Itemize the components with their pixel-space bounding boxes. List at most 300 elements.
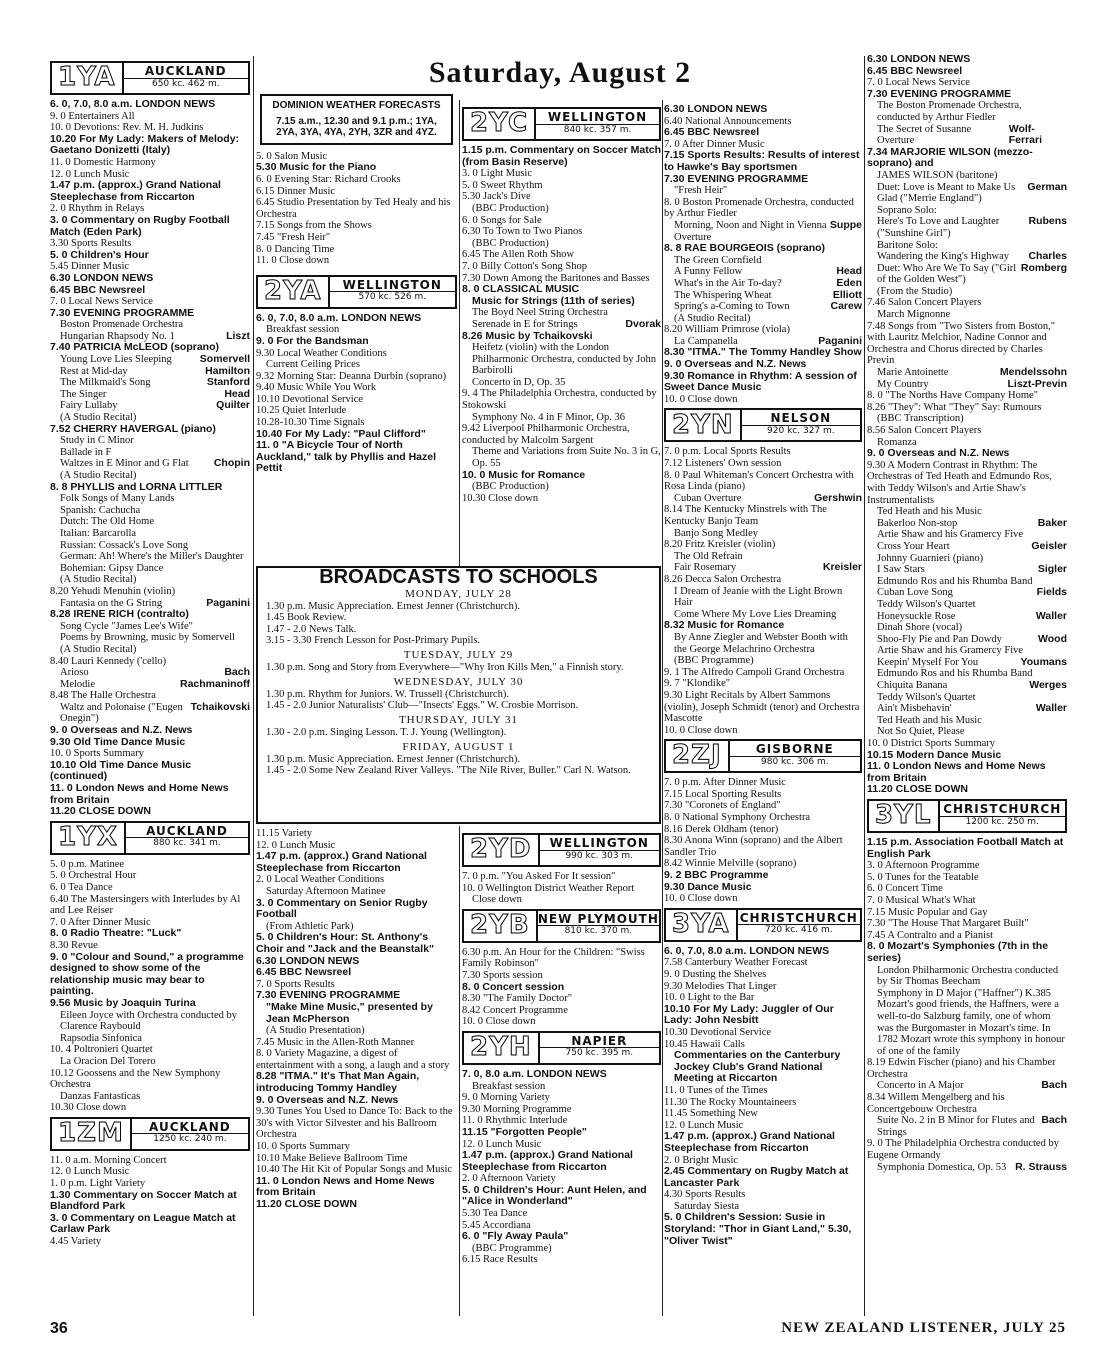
program-title: Ain't Misbehavin' (877, 703, 952, 715)
column-3-top (462, 104, 661, 564)
composer: Rubens (1028, 215, 1067, 228)
program-line: 9. 0 Morning Variety (462, 1092, 550, 1104)
program-line: Theme and Variations from Suite No. 3 in G, Op. 55 (472, 446, 661, 470)
weather-times: 7.15 a.m., 12.30 and 9.1 p.m.; 1YA, 2YA, 3YA, 4YA, 2YH, 3ZR and 4YZ. (276, 115, 437, 139)
composer: Kreisler (822, 561, 862, 574)
program-line (50, 679, 250, 691)
program-line: 4.30 Sports Results (664, 1189, 746, 1201)
program-list-3yl (867, 837, 1067, 1173)
program-line: Artie Shaw and his Gramercy Five (877, 645, 1024, 657)
program-line: Commentaries on the Canterbury Jockey Club's Grand National Meeting at Riccarton (674, 1049, 841, 1085)
program-line: Italian: Barcarolla (60, 527, 137, 539)
station-box-2zj (664, 739, 862, 773)
program-line: 7. 0 Sports Results (256, 978, 335, 990)
program-line: 9.56 Music by Joaquin Turina (50, 996, 196, 1009)
program-line: 5. 0 Children's Hour: Aunt Helen, and "Alice in Wonderland" (462, 1183, 647, 1208)
program-line: Eileen Joyce with Orchestra conducted by Clarence Raybould (60, 1009, 237, 1033)
station-callsign: 2YB (464, 911, 538, 941)
station-box-2yn (664, 408, 862, 442)
column-rule (662, 100, 663, 1316)
program-line: 5.30 Jack's Dive (462, 191, 531, 203)
program-line: 2. 0 Local Weather Conditions (256, 874, 385, 886)
program-title: Shoo-Fly Pie and Pan Dowdy (877, 633, 1002, 645)
program-line: Russian: Cossack's Love Song (60, 539, 189, 551)
station-callsign: 1ZM (52, 1119, 132, 1149)
program-line: 8.26 Music by Tchaikovski (462, 329, 593, 342)
column-4 (664, 104, 862, 1316)
program-line (867, 251, 1067, 263)
program-line: 8. 0 CLASSICAL MUSIC (462, 283, 580, 296)
composer: Sigler (1037, 563, 1067, 576)
program-line: 11.30 The Rocky Mountaineers (664, 1096, 797, 1108)
program-line: 10. 0 Sports Summary (50, 748, 144, 760)
station-city: AUCKLAND (126, 826, 248, 839)
program-line: 8.30 Anona Winn (soprano) and the Albert Sandler Trio (664, 835, 843, 858)
station-callsign: 1YX (52, 823, 126, 853)
program-line: Study in C Minor (60, 435, 134, 447)
program-line: 6.30 To Town to Two Pianos (462, 226, 583, 238)
school-day-heading: WEDNESDAY, JULY 30 (393, 676, 524, 689)
program-list-1yx (50, 859, 250, 1114)
program-line: 10.40 For My Lady: "Paul Clifford" (256, 427, 426, 440)
program-line: 6.30 LONDON NEWS (256, 954, 360, 967)
program-line: (A Studio Presentation) (266, 1025, 365, 1037)
program-line: 8.19 Edwin Fischer (piano) and his Chamber Orchestra (867, 1057, 1056, 1080)
program-line: 10.30 Close down (462, 492, 539, 504)
program-title: Chiquita Banana (877, 680, 948, 692)
program-line: 6.45 BBC Newsreel (50, 283, 146, 296)
program-line: 2. 0 Afternoon Variety (462, 1173, 556, 1185)
program-line: (A Studio Recital) (60, 643, 137, 655)
composer: Baker (1037, 516, 1067, 529)
program-line: 7. 0 After Dinner Music (664, 138, 765, 150)
program-line: 7. 0 Local News Service (50, 296, 153, 308)
program-title: Wandering the King's Highway (877, 251, 1009, 263)
program-title: Concerto in A Major (877, 1080, 964, 1092)
program-line (867, 634, 1067, 646)
composer: Charles (1028, 250, 1067, 263)
program-line: Mozart's good friends, the Haffners, were a well-to-do Salzburg family, one of whom was the Burgomaster in Mozart's time. In 1782 Mozart wrote this symphony in honour of one of the family (877, 999, 1065, 1057)
station-frequency: 720 kc. 416 m. (764, 925, 833, 936)
program-line: 6.30 p.m. An Hour for the Children: "Swiss Family Robinson" (462, 946, 645, 970)
program-list-2yh-continued (664, 104, 862, 405)
composer: Wood (1038, 632, 1067, 645)
composer: R. Strauss (1015, 1160, 1067, 1173)
station-callsign: 2YN (666, 410, 742, 440)
program-line: 7.30 EVENING PROGRAMME (867, 87, 1012, 100)
program-line (867, 124, 1067, 147)
composer: Head (836, 265, 862, 278)
program-line: London Philharmonic Orchestra conducted by Sir Thomas Beecham (877, 964, 1059, 988)
program-line: Johnny Guarnieri (piano) (877, 552, 984, 564)
program-line (664, 266, 862, 278)
program-line: Music for Strings (11th of series) (472, 294, 635, 307)
program-title: The Secret of Susanne Overture (877, 123, 972, 147)
program-line: 7. 0 p.m. "You Asked For It session" (462, 871, 616, 882)
program-line: 8.16 Derek Oldham (tenor) (664, 823, 779, 835)
program-line (867, 611, 1067, 623)
station-box-3ya (664, 908, 862, 942)
program-title: Spring's a-Coming to Town (674, 301, 790, 313)
column-rule (253, 56, 254, 1316)
program-line: 9. 0 Overseas and N.Z. News (664, 358, 807, 371)
school-day-heading: THURSDAY, JULY 31 (398, 714, 519, 727)
program-title: Here's To Love and Laughter ("Sunshine Girl") (877, 216, 1000, 239)
program-list-2yb (462, 947, 661, 1028)
program-line: 5. 0 Children's Session: Susie in Storyland: "Thor in Giant Land," 5.30, "Oliver Twist" (664, 1211, 852, 1247)
program-title: Serenade in E for Strings (472, 318, 578, 330)
composer: Waller (1035, 609, 1067, 622)
composer: German (1027, 180, 1067, 193)
station-city: GISBORNE (730, 744, 860, 757)
program-line: 9. 0 The Philadelphia Orchestra conducted by Eugene Ormandy (867, 1138, 1059, 1162)
program-line: 6.15 Race Results (462, 1254, 538, 1266)
program-line: (BBC Production) (472, 202, 549, 214)
program-line: 7.45 "Fresh Heir" (256, 231, 331, 243)
program-line (50, 702, 250, 725)
program-line (664, 301, 862, 313)
program-line: 10.25 Quiet Interlude (256, 405, 347, 417)
program-line: Soprano Solo: (877, 204, 937, 216)
program-line: 5. 0 Orchestral Hour (50, 870, 137, 882)
program-line: 6.30 LONDON NEWS (50, 271, 154, 284)
station-box-1yx (50, 821, 250, 855)
station-frequency: 980 kc. 306 m. (761, 756, 829, 767)
program-line: 7.12 Listeners' Own session (664, 458, 782, 470)
program-line: 6.30 LONDON NEWS (664, 104, 768, 115)
program-line (50, 354, 250, 366)
program-line: 8.14 The Kentucky Minstrels with The Kentucky Banjo Team (664, 504, 827, 527)
program-line: Baritone Solo: (877, 239, 938, 251)
program-line: 9.30 Tunes You Used to Dance To: Back to the 30's with Victor Silvester and his Ballroom Orchestra (256, 1106, 453, 1141)
program-line: Symphony No. 4 in F Minor, Op. 36 (472, 411, 626, 423)
program-line: The Boston Promenade Orchestra, conducted by Arthur Fiedler (877, 100, 1022, 123)
program-line (867, 1162, 1067, 1174)
program-title: Cuban Overture (674, 492, 742, 504)
composer: Somervell (199, 353, 250, 366)
program-line: 6. 0, 7.0, 8.0 a.m. LONDON NEWS (256, 311, 422, 324)
program-line: 10.40 The Hit Kit of Popular Songs and Music (256, 1164, 453, 1176)
program-line: 7.30 EVENING PROGRAMME (256, 989, 401, 1002)
program-line: 10.15 Modern Dance Music (867, 748, 1002, 761)
program-line: 7.40 PATRICIA McLEOD (soprano) (50, 341, 219, 354)
program-list-1ya (50, 99, 250, 818)
program-list-2ya-continued (256, 828, 457, 1211)
program-line (867, 263, 1067, 286)
program-line: 7. 0 After Dinner Music (50, 916, 151, 928)
station-frequency: 990 kc. 303 m. (565, 850, 634, 861)
program-line: 2. 0 Rhythm in Relays (50, 203, 145, 215)
program-line: 7. 0 Musical What's What (867, 894, 976, 906)
program-line: 7. 0 p.m. Local Sports Results (664, 446, 791, 458)
program-line: 10.10 Old Time Dance Music (continued) (50, 758, 192, 783)
composer: Suppe (829, 218, 862, 231)
program-line: 10. 0 Wellington District Weather Report (462, 882, 635, 894)
program-line: 6.40 National Announcements (664, 115, 792, 127)
program-line: 1.47 p.m. (approx.) Grand National Steeplechase from Riccarton (462, 1149, 633, 1173)
program-title: Fantasia on the G String (60, 597, 163, 609)
school-broadcast-item: 1.45 Book Review. (266, 612, 347, 624)
program-line: 12. 0 Lunch Music (50, 168, 130, 180)
program-line (867, 1115, 1067, 1138)
program-line: 9. 0 Overseas and N.Z. News (50, 724, 193, 737)
program-line: 6.45 BBC Newsreel (256, 966, 352, 979)
program-line: 11. 0 "A Bicycle Tour of North Auckland," talk by Phyllis and Hazel Pettit (256, 439, 437, 475)
program-list-2ya (256, 313, 457, 475)
program-line: Ted Heath and his Music (877, 506, 982, 518)
program-title: La Campanella (674, 335, 738, 347)
program-line: 8.48 The Halle Orchestra (50, 690, 156, 702)
program-line (867, 379, 1067, 391)
program-line: 8.56 Salon Concert Players (867, 425, 982, 436)
program-line: JAMES WILSON (baritone) (877, 169, 998, 181)
program-title: Fair Rosemary (674, 562, 737, 574)
composer: Chopin (213, 457, 250, 470)
program-line: 1.15 p.m. Commentary on Soccer Match (from Basin Reserve) (462, 144, 661, 168)
program-line: 6. 0 Evening Star: Richard Crooks (256, 173, 401, 185)
program-line: 10. 0 Light to the Bar (664, 992, 755, 1004)
program-line: 6.40 The Mastersingers with Interludes by Al and Lee Reiser (50, 893, 241, 917)
station-city: NEW PLYMOUTH (537, 911, 659, 926)
program-line: Breakfast session (472, 1080, 546, 1092)
program-line: 10.20 For My Lady: Makers of Melody: Gaetano Donizetti (Italy) (50, 132, 240, 157)
composer: Liszt (226, 329, 250, 342)
program-line: 3. 0 Commentary on League Match at Carlaw Park (50, 1211, 236, 1236)
program-line (867, 1080, 1067, 1092)
program-line: 5. 0 p.m. Matinee (50, 858, 125, 870)
program-line: 10. 0 Close down (664, 393, 738, 405)
page-title: Saturday, August 2 (428, 56, 692, 89)
program-line: (A Studio Recital) (60, 574, 137, 586)
station-callsign: 3YL (869, 801, 940, 831)
program-line: 10.10 For My Lady: Juggler of Our Lady: John Nesbitt (664, 1002, 834, 1027)
program-title: Honeysuckle Rose (877, 610, 956, 622)
composer: Tchaikovski (190, 700, 250, 713)
column-3-bottom (462, 830, 661, 1316)
column-rule (459, 826, 460, 1316)
program-line (50, 458, 250, 470)
program-line: 8.20 William Primrose (viola) (664, 324, 790, 336)
program-line: 6.45 BBC Newsreel (867, 64, 963, 77)
program-line: 11. 0 Tunes of the Times (664, 1084, 768, 1096)
program-line: 7. 0, 8.0 a.m. LONDON NEWS (462, 1067, 607, 1080)
program-line (867, 518, 1067, 530)
station-callsign: 2YH (464, 1033, 540, 1063)
school-broadcast-item: 1.45 - 2.0 Some New Zealand River Valleys. "The Nile River, Buller." Carl N. Watson. (266, 765, 631, 777)
program-line: 5. 0 Children's Hour: St. Anthony's Choir and "Jack and the Beanstalk" (256, 931, 435, 955)
program-line: (BBC Programme) (472, 1242, 552, 1254)
weather-heading: DOMINION WEATHER FORECASTS (272, 100, 441, 111)
program-title: Young Love Lies Sleeping (60, 354, 172, 366)
program-line (867, 680, 1067, 692)
program-line (664, 493, 862, 505)
program-line: 6. 0, 7.0, 8.0 a.m. LONDON NEWS (664, 944, 830, 957)
program-line: 7.15 Music Popular and Gay (867, 906, 988, 918)
program-line: 8. 0 Paul Whiteman's Concert Orchestra with Rosa Linda (piano) (664, 469, 854, 493)
composer: Quilter (216, 399, 250, 412)
program-line: 7.58 Canterbury Weather Forecast (664, 957, 808, 969)
program-line: Dutch: The Old Home (60, 516, 154, 528)
station-frequency: 570 kc. 526 m. (358, 292, 427, 303)
program-line: 10.30 Devotional Service (664, 1026, 772, 1038)
program-title: Keepin' Myself For You (877, 656, 979, 668)
program-title: The Milkmaid's Song (60, 377, 151, 389)
program-line: 11.45 Something New (664, 1108, 758, 1120)
program-line: 3.30 Sports Results (50, 238, 132, 250)
program-line: 11.15 Variety (256, 828, 312, 839)
school-broadcast-item: 1.30 p.m. Rhythm for Juniors. W. Trussell (Christchurch). (266, 688, 509, 700)
program-line: Saturday Afternoon Matinee (266, 885, 386, 897)
program-title: Waltz and Polonaise ("Eugen Onegin") (60, 701, 183, 725)
program-line: 5. 0 Tunes for the Teatable (867, 871, 979, 883)
composer: Carew (830, 300, 862, 313)
station-box-3yl (867, 799, 1067, 833)
station-callsign: 2YA (258, 277, 330, 307)
program-title: Rest at Mid-day (60, 365, 128, 377)
program-line: (A Studio Recital) (60, 412, 137, 424)
station-city: AUCKLAND (124, 66, 248, 79)
program-line (664, 220, 862, 243)
program-line: Danzas Fantasticas (60, 1090, 141, 1102)
composer: Elliott (832, 288, 862, 301)
program-line: Saturday Siesta (674, 1200, 740, 1212)
program-line: 10. 0 District Sports Summary (867, 738, 996, 750)
publication-footer: NEW ZEALAND LISTENER, JULY 25 (781, 1320, 1066, 1336)
program-line: 7.34 MARJORIE WILSON (mezzo-soprano) and (867, 145, 1033, 170)
program-title: Melodie (60, 678, 95, 690)
station-box-2yh (462, 1031, 661, 1065)
program-title: Morning, Noon and Night in Vienna Overture (674, 219, 827, 243)
program-list-2yn (664, 446, 862, 736)
program-line: 9. 4 The Philadelphia Orchestra, conducted by Stokowski (462, 388, 657, 412)
composer: Wolf-Ferrari (1008, 122, 1043, 147)
program-line: 8. 0 Variety Magazine, a digest of entertainment with a song, a laugh and a story (256, 1048, 450, 1071)
program-line: 8. 0 Radio Theatre: "Luck" (50, 927, 182, 940)
program-line (867, 367, 1067, 379)
program-line: 10.45 Hawaii Calls (664, 1038, 745, 1050)
program-list-2yh (462, 1069, 661, 1266)
program-line (664, 278, 862, 290)
program-line: 9. 0 Overseas and N.Z. News (256, 1093, 399, 1106)
program-line: La Oracion Del Torero (60, 1055, 156, 1067)
column-5 (867, 54, 1067, 1314)
program-line: (BBC Production) (472, 237, 549, 249)
program-line: Heifetz (violin) with the London Philharmonic Orchestra, conducted by John Barbirolli (472, 342, 656, 377)
program-line: 8.30 "The Family Doctor" (462, 993, 573, 1005)
school-day-heading: FRIDAY, AUGUST 1 (402, 741, 515, 754)
program-line: Close down (472, 894, 522, 906)
station-city: CHRISTCHURCH (738, 913, 860, 926)
station-box-2yb (462, 909, 661, 943)
program-line: 8. 0 Concert session (462, 980, 565, 993)
program-line: 7.48 Songs from "Two Sisters from Boston," with Lauritz Melchior, Nadine Connor and Orchestra and Chorus directed by Charles Previn (867, 320, 1056, 367)
program-line: 8.28 "ITMA." It's That Man Again, introducing Tommy Handley (256, 1070, 420, 1095)
station-frequency: 750 kc. 395 m. (565, 1048, 634, 1059)
station-frequency: 1250 kc. 240 m. (153, 1134, 227, 1145)
broadcasts-to-schools-box (256, 566, 661, 824)
program-line: 12. 0 Lunch Music (462, 1138, 542, 1150)
school-broadcast-item: 3.15 - 3.30 French Lesson for Post-Primary Pupils. (266, 635, 481, 647)
program-line: 10.10 Make Believe Ballroom Time (256, 1152, 408, 1164)
program-line: 11. 0 London News and Home News from Britain (50, 782, 229, 806)
program-line: 5. 0 Sweet Rhythm (462, 179, 543, 191)
program-line: (BBC Production) (472, 481, 549, 493)
program-title: Suite No. 2 in B Minor for Flutes and Strings (877, 1115, 1035, 1138)
program-line: Edmundo Ros and his Rhumba Band (877, 575, 1033, 587)
program-title: The Singer (60, 388, 107, 400)
composer: Bach (1041, 1079, 1067, 1092)
program-title: Hungarian Rhapsody No. 1 (60, 330, 175, 342)
station-city: NELSON (742, 413, 860, 426)
program-line (50, 667, 250, 679)
composer: Bach (224, 666, 250, 679)
program-line: 8. 8 PHYLLIS and LORNA LITTLER (50, 480, 223, 493)
program-line: 4.45 Variety (50, 1236, 102, 1248)
program-line: I Dream of Jeanie with the Light Brown Hair (674, 585, 843, 609)
program-line: (From the Studio) (877, 285, 953, 297)
program-title: My Country (877, 378, 929, 390)
composer: Liszt-Previn (1007, 377, 1067, 390)
program-title: Waltzes in E Minor and G Flat (60, 458, 189, 470)
program-line: 9.32 Morning Star: Deanna Durbin (soprano) (256, 370, 447, 382)
composer: Gershwin (814, 491, 862, 504)
program-line: 8.32 Music for Romance (664, 619, 785, 632)
program-line: Dinah Shore (vocal) (877, 622, 963, 634)
program-line: 7.30 EVENING PROGRAMME (50, 306, 195, 319)
program-line: 7.30 "The House That Margaret Built" (867, 918, 1029, 930)
column-rule (864, 56, 865, 1316)
program-line: 3. 0 Commentary on Rugby Football Match (Eden Park) (50, 213, 230, 238)
column-1 (50, 58, 250, 1308)
program-line: 9. 7 "Klondike" (664, 678, 731, 690)
program-line: 7.30 Sports session (462, 969, 543, 981)
composer: Paganini (818, 334, 862, 347)
program-line: 7.45 A Contralto and a Pianist (867, 929, 993, 941)
program-line: The Boyd Neel String Orchestra (472, 307, 608, 319)
school-broadcast-item: 1.45 - 2.0 Junior Naturalists' Club—"Insects' Eggs." W. Crosbie Morrison. (266, 700, 579, 712)
composer: Waller (1035, 702, 1067, 715)
school-broadcast-item: 1.30 - 2.0 p.m. Singing Lesson. T. J. Young (Wellington). (266, 726, 507, 738)
station-frequency: 810 kc. 370 m. (564, 926, 633, 937)
program-line: Romanza (877, 436, 917, 448)
program-line: 8.42 Winnie Melville (soprano) (664, 858, 797, 870)
column-2-bottom (256, 828, 457, 1316)
program-line: 5.30 Music for the Piano (256, 161, 377, 174)
composer: Fields (1036, 586, 1067, 599)
program-line: 6. 0, 7.0, 8.0 a.m. LONDON NEWS (50, 98, 216, 110)
program-title: Duet: Who Are We To Say ("Girl of the Golden West") (877, 262, 1017, 286)
program-line: Artie Shaw and his Gramercy Five (877, 529, 1024, 541)
station-city: WELLINGTON (330, 280, 455, 293)
program-line: 10. 0 Close down (664, 893, 738, 905)
program-line: 6.15 Dinner Music (256, 185, 336, 197)
program-line: 9.30 Light Recitals by Albert Sammons (violin), Joseph Schmidt (tenor) and Orchestra Mascotte (664, 689, 860, 725)
program-line: 6. 0 Tea Dance (50, 882, 113, 893)
program-line: 3. 0 Commentary on Senior Rugby Football (256, 896, 428, 921)
program-list-1zm (50, 1155, 250, 1248)
program-line: 11.20 CLOSE DOWN (50, 805, 151, 818)
program-line: 9.30 A Modern Contrast in Rhythm: The Orchestras of Ted Heath and Edmundo Ros, with Teddy Wilson's and Artie Shaw's Instrumentalists (867, 459, 1052, 506)
program-line: 3. 0 Light Music (462, 168, 532, 180)
program-line: 8. 0 Mozart's Symphonies (7th in the series) (867, 940, 1049, 964)
program-line: 10. 0 Music for Romance (462, 468, 586, 481)
program-line: 11.20 CLOSE DOWN (867, 783, 968, 796)
program-line: 5.45 Accordiana (462, 1219, 531, 1231)
program-line: 9. 0 For the Bandsman (256, 334, 369, 347)
program-title: Fairy Lullaby (60, 400, 118, 412)
station-frequency: 920 kc. 327 m. (767, 425, 835, 436)
program-line: Boston Promenade Orchestra (60, 319, 184, 331)
